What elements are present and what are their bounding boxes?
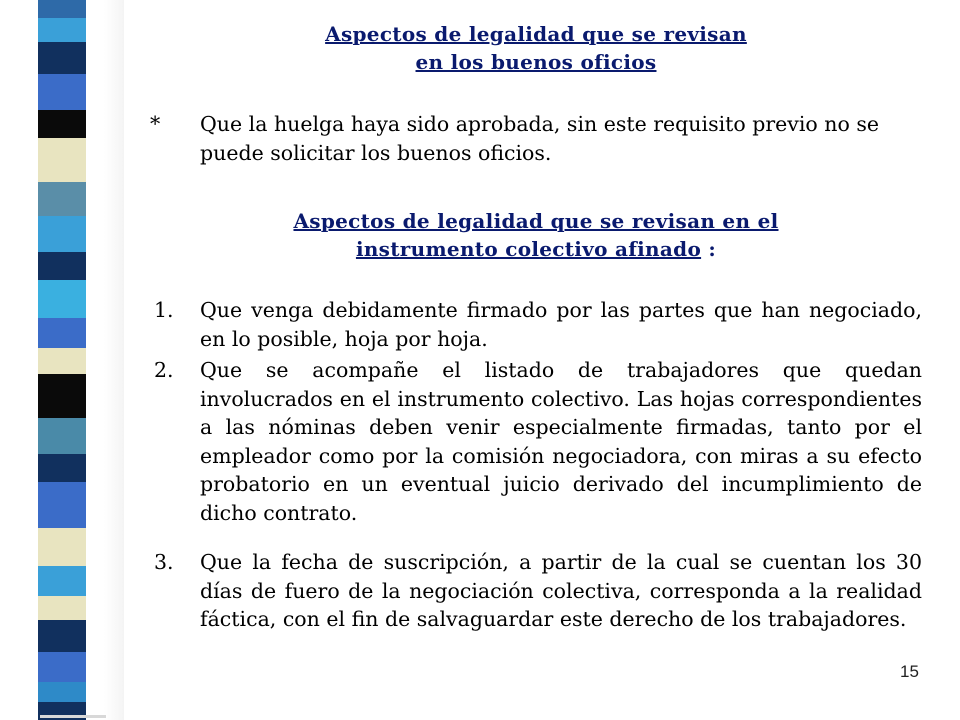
heading-line: Aspectos de legalidad que se revisan en el [293, 209, 779, 233]
stripe [38, 418, 86, 454]
stripe-gap [86, 0, 104, 720]
stripe [38, 182, 86, 216]
bottom-divider [40, 715, 106, 718]
stripe [38, 652, 86, 682]
stripe [38, 252, 86, 280]
decorative-stripe-bar [38, 0, 86, 720]
stripe [38, 454, 86, 482]
heading-underlined-text: instrumento colectivo afinado [355, 237, 702, 261]
heading-instrumento-colectivo [150, 207, 922, 263]
heading-line: Aspectos de legalidad que se revisan [325, 22, 747, 46]
stripe [38, 374, 86, 418]
stripe [38, 596, 86, 620]
stripe [38, 0, 86, 18]
bullet-marker: * [150, 112, 161, 136]
stripe [38, 528, 86, 566]
heading-line: en los buenos oficios [415, 50, 657, 74]
list-item-text: Que venga debidamente firmado por las partes que han negociado, en lo posible, hoja por hoja. [200, 298, 922, 351]
slide-number: 15 [900, 662, 919, 681]
bullet-text: Que la huelga haya sido aprobada, sin este requisito previo no se puede solicitar los buenos oficios. [200, 112, 880, 165]
stripe [38, 216, 86, 252]
stripe [38, 682, 86, 702]
stripe-shadow-edge [104, 0, 124, 720]
list-number: 1. [154, 298, 174, 322]
list-item-text: Que la fecha de suscripción, a partir de la cual se cuentan los 30 días de fuero de la negociación colectiva, corresponda a la realidad fáctica, con el fin de salvaguardar este derecho de los trabajadores. [200, 550, 922, 631]
stripe [38, 620, 86, 652]
stripe [38, 566, 86, 596]
stripe [38, 482, 86, 528]
stripe [38, 42, 86, 74]
list-number: 3. [154, 550, 174, 574]
list-number: 2. [154, 358, 174, 382]
list-item-text: Que se acompañe el listado de trabajadores que quedan involucrados en el instrumento colectivo. Las hojas correspondientes a las nóminas deben venir especialmente firmadas, tanto por el empleador como por la comisión negociadora, con miras a su efecto probatorio en un eventual juicio derivado del incumplimiento de dicho contrato. [200, 358, 922, 525]
stripe [38, 138, 86, 182]
stripe [38, 348, 86, 374]
heading-buenos-oficios [150, 20, 922, 76]
stripe [38, 280, 86, 318]
stripe [38, 318, 86, 348]
heading-suffix: : [701, 237, 717, 261]
stripe [38, 74, 86, 110]
stripe [38, 18, 86, 42]
stripe [38, 110, 86, 138]
